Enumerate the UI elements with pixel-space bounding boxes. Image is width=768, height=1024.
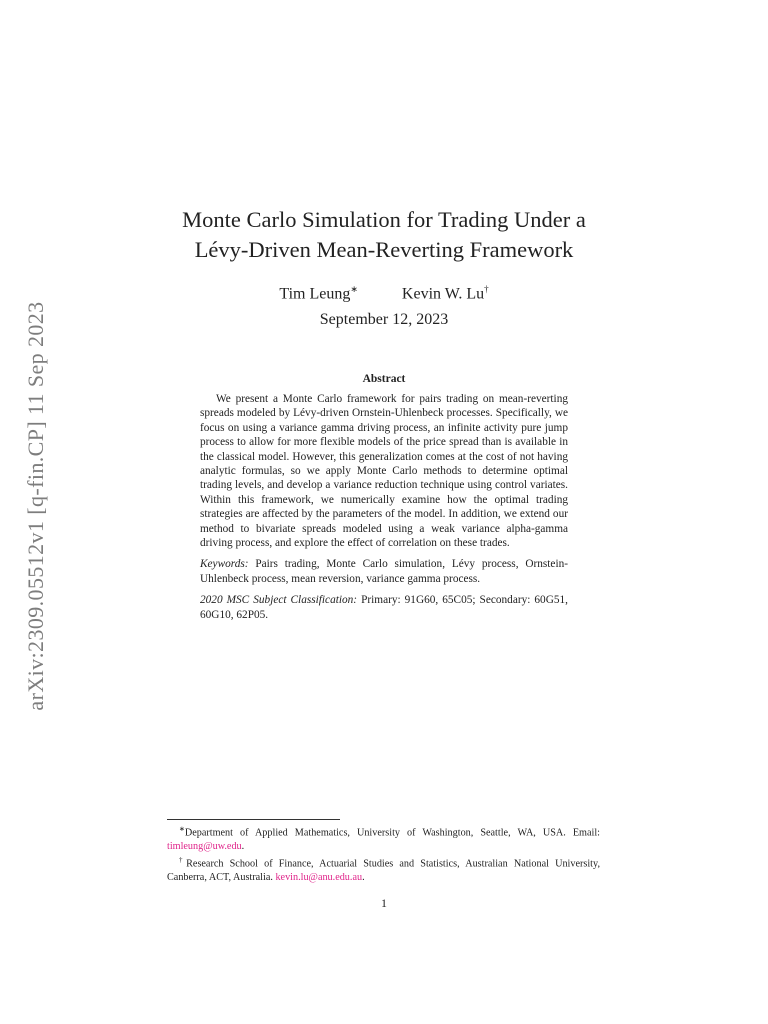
author-list [150, 279, 618, 304]
author-1-name: Tim Leung [279, 285, 351, 303]
abstract-body: We present a Monte Carlo framework for pairs trading on mean-reverting spreads modeled by Lévy-driven Ornstein-Uhlenbeck processes. Specifically, we focus on using a variance gamma driving process, an infinite activity pure jump process to allow for more flexible models of the price spread than is available in the classical model. However, this generalization comes at the cost of not having analytic formulas, so we apply Monte Carlo methods to determine optimal trading levels, and develop a variance reduction technique using control variates. Within this framework, we numerically examine how the optimal trading strategies are affected by the parameters of the model. In addition, we extend our method to bivariate spreads modeled using a weak variance alpha-gamma driving process, and explore the effect of correlation on these trades. [200, 393, 568, 550]
footnote-2-email-link[interactable]: kevin.lu@anu.edu.au [275, 872, 363, 883]
author-2-footnote-mark[interactable]: † [484, 284, 489, 294]
author-2 [402, 279, 489, 304]
keywords-text: Pairs trading, Monte Carlo simulation, Lévy process, Ornstein-Uhlenbeck process, mean reversion, variance gamma process. [200, 558, 568, 585]
author-1-footnote-mark[interactable]: ∗ [350, 284, 358, 294]
footnote-1-end: . [241, 840, 245, 852]
publication-date: September 12, 2023 [319, 311, 449, 328]
footnote-2-mark: † [179, 856, 187, 865]
footnote-1-mark: ∗ [179, 825, 185, 833]
footnote-1 [167, 823, 600, 853]
arxiv-identifier-stamp: arXiv:2309.05512v1 [q-fin.CP] 11 Sep 2023 [23, 301, 48, 711]
keywords-label: Keywords: [200, 558, 249, 571]
author-2-name: Kevin W. Lu [401, 285, 485, 303]
title-line-1: Monte Carlo Simulation for Trading Under a [182, 207, 586, 232]
abstract-heading: Abstract [362, 373, 406, 385]
title-line-2: Lévy-Driven Mean-Reverting Framework [194, 237, 574, 262]
paper-title [150, 205, 618, 265]
abstract-section [200, 392, 568, 629]
footnote-2-text: Research School of Finance, Actuarial Studies and Statistics, Australian National University, Canberra, ACT, Australia. [167, 858, 600, 883]
msc-paragraph [200, 593, 568, 622]
footnote-1-text: Department of Applied Mathematics, University of Washington, Seattle, WA, USA. Email: [184, 827, 600, 839]
footnote-divider [167, 819, 340, 820]
keywords-paragraph [200, 557, 568, 586]
footnote-2-end: . [362, 872, 365, 883]
footnotes [167, 823, 600, 885]
footnote-1-email-link[interactable]: timleung@uw.edu [167, 840, 242, 852]
msc-text: Primary: 91G60, 65C05; Secondary: 60G51, 60G10, 62P05. [200, 594, 568, 621]
msc-label: 2020 MSC Subject Classification: [200, 594, 358, 607]
footnote-2 [167, 854, 600, 884]
page-number: 1 [381, 896, 387, 910]
author-1 [279, 279, 358, 304]
